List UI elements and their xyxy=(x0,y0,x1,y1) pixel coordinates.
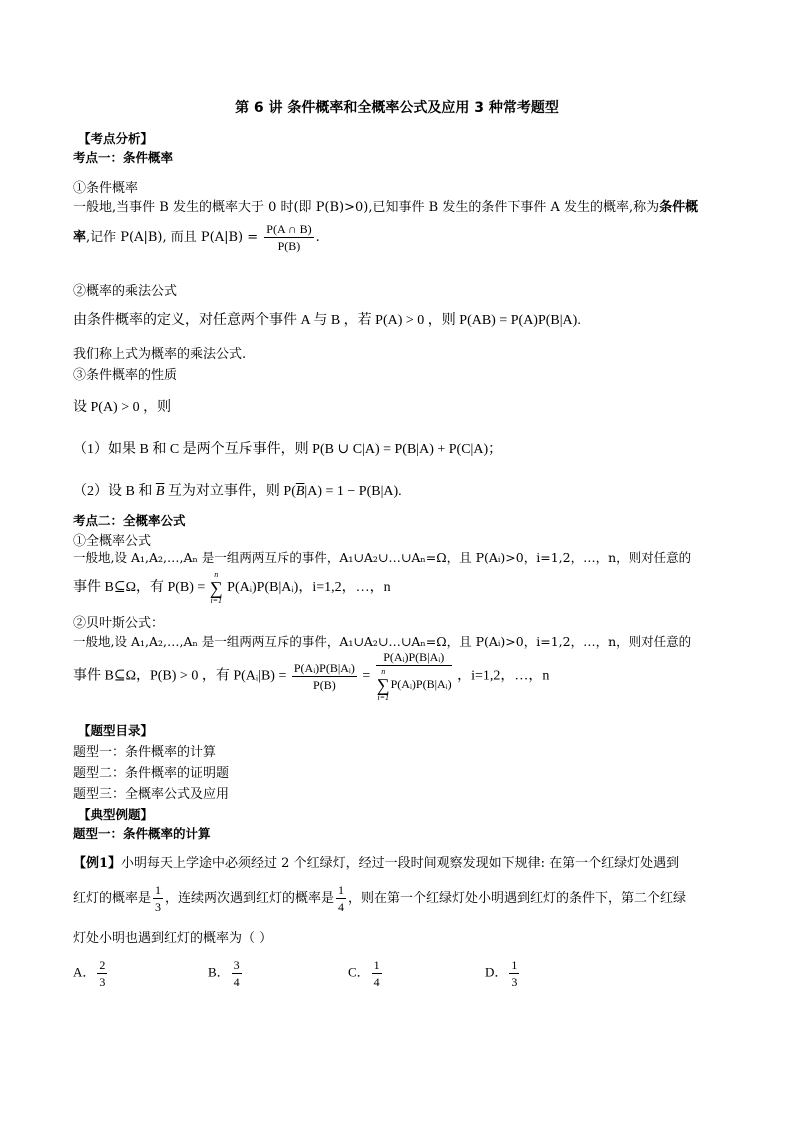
example-1-fraction-1 xyxy=(153,883,163,914)
section-header-analysis: 【考点分析】 xyxy=(78,131,154,146)
total-probability-line-1: 一般地,设 A₁,A₂,…,Aₙ 是一组两两互斥的事件，A₁∪A₂∪…∪Aₙ=Ω，且 P(Aᵢ)>0，i=1,2，…，n，则对任意的 xyxy=(73,550,692,565)
frac-1-num: 1 xyxy=(155,883,162,897)
kp1-paragraph-line-1 xyxy=(73,196,698,215)
complement-b-symbol-2: $\overline{B}$ xyxy=(295,484,305,499)
bayes-denominator-2-text: P(Aᵢ)P(B|Aᵢ) xyxy=(390,676,452,691)
example-1-text-2a: 红灯的概率是 xyxy=(73,891,152,906)
kp2-item-1-heading: ①全概率公式 xyxy=(73,534,152,549)
catalog-item-1: 题型一：条件概率的计算 xyxy=(73,745,217,760)
knowledge-point-2-heading: 考点二：全概率公式 xyxy=(73,513,186,528)
property-1: （1）如果 B 和 C 是两个互斥事件，则 P(B ∪ C|A) = P(B|A) + P(C|A)； xyxy=(73,442,503,457)
bayes-numerator-1: P(Aᵢ)P(B|Aᵢ) xyxy=(293,661,355,675)
bayes-denominator-2 xyxy=(376,666,452,703)
choice-c-fraction xyxy=(372,958,382,989)
example-1-line-2 xyxy=(73,883,686,914)
choice-b-fraction xyxy=(232,958,242,989)
property-2-part-a: （2）设 B 和 xyxy=(73,484,153,499)
kp1-item-2-heading: ②概率的乘法公式 xyxy=(73,284,178,299)
total-probability-line-2 xyxy=(73,570,391,606)
example-1-line-1 xyxy=(73,852,679,871)
choice-d-fraction xyxy=(509,958,519,989)
bayes-denominator-1: P(B) xyxy=(313,678,336,692)
bayes-equals: = xyxy=(362,668,371,684)
kp1-term-conditional-probability: 条件概 xyxy=(659,200,699,215)
choice-b-num: 3 xyxy=(233,958,240,972)
bayes-fraction-2 xyxy=(376,650,452,703)
choice-d[interactable] xyxy=(485,958,521,989)
choice-d-den: 3 xyxy=(511,975,518,989)
kp1-item-1-heading: ①条件概率 xyxy=(73,181,139,196)
example-1-line-3: 灯处小明也遇到红灯的概率为（ ） xyxy=(73,931,273,946)
complement-b-symbol: $\overline{B}$ xyxy=(155,484,165,499)
kp1-item-3-heading: ③条件概率的性质 xyxy=(73,368,178,383)
knowledge-point-1-heading: 考点一：条件概率 xyxy=(73,150,174,165)
example-1-tag: 【例1】 xyxy=(73,856,122,871)
catalog-item-2: 题型二：条件概率的证明题 xyxy=(73,766,230,781)
sum-upper-limit: n xyxy=(214,570,219,579)
section-header-examples: 【典型例题】 xyxy=(78,807,154,822)
multiplication-formula-note: 我们称上式为概率的乘法公式. xyxy=(73,347,247,362)
bayes-line-2 xyxy=(73,650,549,703)
bayes-fraction-1 xyxy=(292,661,357,692)
catalog-item-3: 题型三：全概率公式及应用 xyxy=(73,787,230,802)
frac-2-num: 1 xyxy=(338,883,345,897)
choice-a[interactable] xyxy=(73,958,109,989)
frac-2-den: 4 xyxy=(338,900,345,914)
multiplication-formula-line: 由条件概率的定义，对任意两个事件 A 与 B ，若 P(A) > 0 ，则 P(AB) = P(A)P(B|A). xyxy=(73,313,581,328)
choice-d-num: 1 xyxy=(511,958,518,972)
bayes-line-1: 一般地,设 A₁,A₂,…,Aₙ 是一组两两互斥的事件，A₁∪A₂∪…∪Aₙ=Ω，且 P(Aᵢ)>0，i=1,2，…，n，则对任意的 xyxy=(73,634,692,649)
choice-b[interactable] xyxy=(208,958,244,989)
total-probability-suffix: P(Aᵢ)P(B|Aᵢ)，i=1,2，…，n xyxy=(227,580,391,596)
choice-c[interactable] xyxy=(348,958,384,989)
fraction-numerator: P(A ∩ B) xyxy=(266,222,312,236)
kp1-line1-text: 一般地,当事件 B 发生的概率大于 0 时(即 P(B)>0),已知事件 B 发生的条件下事件 A 发生的概率,称为 xyxy=(73,200,660,215)
bayes-numerator-2: P(Aᵢ)P(B|Aᵢ) xyxy=(376,650,452,666)
kp1-line2-text: ,记作 P(A|B), 而且 P(A|B) = xyxy=(86,230,259,245)
kp2-item-2-heading: ②贝叶斯公式： xyxy=(73,616,165,631)
choice-a-num: 2 xyxy=(99,958,106,972)
property-2-part-e: |A) = 1 − P(B|A). xyxy=(304,484,402,499)
section-header-catalog: 【题型目录】 xyxy=(78,723,154,738)
question-type-1-heading: 题型一：条件概率的计算 xyxy=(73,826,211,841)
total-probability-prefix: 事件 B⊆Ω，有 P(B) = xyxy=(73,580,206,596)
bayes-summation-symbol: n ∑ i=1 xyxy=(376,667,390,702)
bayes-sum-upper: n xyxy=(381,667,386,676)
frac-1-den: 3 xyxy=(155,900,162,914)
property-2 xyxy=(73,480,402,500)
properties-premise: 设 P(A) > 0 ，则 xyxy=(73,400,172,415)
sum-lower-limit: i=1 xyxy=(210,596,223,605)
kp1-paragraph-line-2: 率,记作 P(A|B), 而且 P(A|B) = $\frac{P(A \cap B)}{P(B)}$ . xyxy=(73,222,320,253)
example-1-text-2b: ，连续两次遇到红灯的概率是 xyxy=(165,891,335,906)
bayes-sum-lower: i=1 xyxy=(377,693,390,702)
choice-d-label: D． xyxy=(485,964,508,980)
choice-a-den: 3 xyxy=(99,975,106,989)
choice-c-den: 4 xyxy=(373,975,380,989)
fraction-denominator: P(B) xyxy=(277,239,301,253)
summation-symbol: n ∑ i=1 xyxy=(209,570,223,605)
page-title: 第 6 讲 条件概率和全概率公式及应用 3 种常考题型 xyxy=(235,100,559,116)
property-2-part-c: 互为对立事件，则 P( xyxy=(167,484,296,499)
conditional-probability-fraction xyxy=(264,222,313,253)
example-1-text-2c: ，则在第一个红绿灯处小明遇到红灯的条件下，第二个红绿 xyxy=(348,891,687,906)
choice-a-fraction xyxy=(97,958,107,989)
bayes-prefix: 事件 B⊆Ω，P(B) > 0 ，有 P(Aᵢ|B) = xyxy=(73,668,287,684)
choice-b-label: B． xyxy=(208,964,230,980)
kp1-term-tail: 率 xyxy=(73,230,87,245)
choice-b-den: 4 xyxy=(233,975,240,989)
choice-a-label: A． xyxy=(73,964,96,980)
choice-c-label: C． xyxy=(348,964,370,980)
example-1-text-1: 小明每天上学途中必须经过 2 个红绿灯，经过一段时间观察发现如下规律: 在第一个红绿灯处遇到 xyxy=(121,856,680,871)
choice-c-num: 1 xyxy=(373,958,380,972)
bayes-suffix: ，i=1,2，…，n xyxy=(457,668,550,684)
example-1-fraction-2 xyxy=(336,883,346,914)
